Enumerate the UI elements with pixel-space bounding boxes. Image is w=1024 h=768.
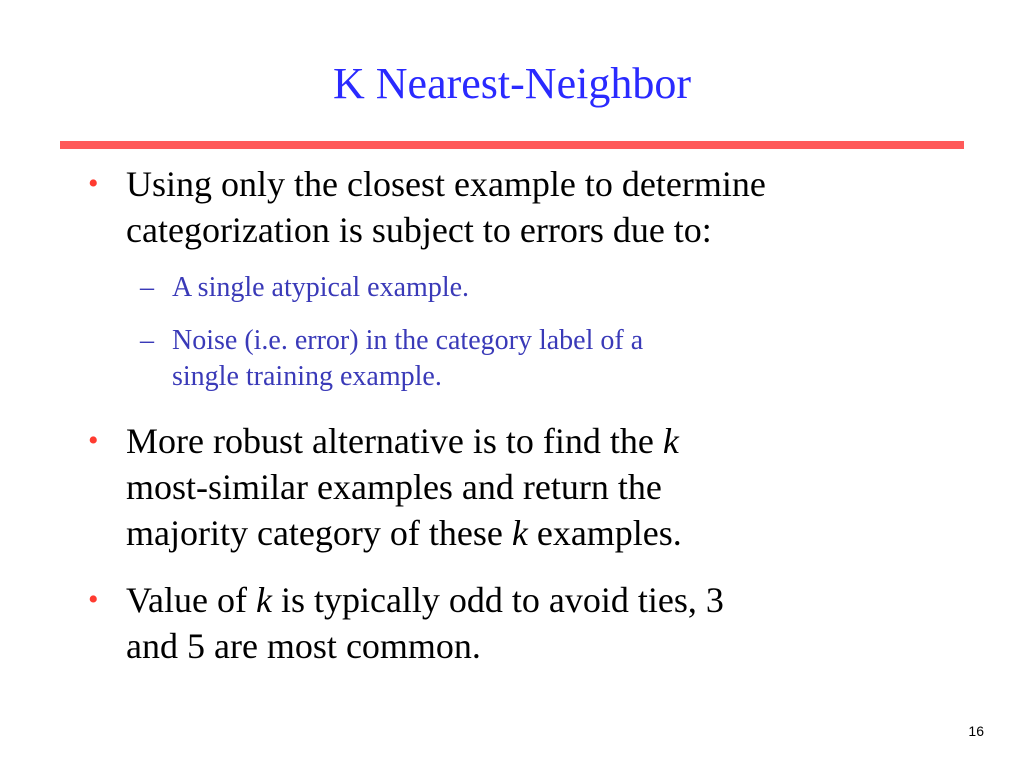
subbullet-line: single training example. — [172, 361, 442, 392]
subbullet-line: Noise (i.e. error) in the category label of a — [172, 325, 644, 356]
bullet-mark: • — [88, 583, 99, 616]
bullet-line: categorization is subject to errors due to: — [126, 210, 712, 250]
subbullet-line: A single atypical example. — [172, 272, 470, 303]
bullet-line: most-similar examples and return the — [126, 467, 662, 507]
variable-k: k — [255, 580, 272, 620]
bullet-text — [126, 577, 956, 669]
subbullet-mark: – — [140, 325, 154, 356]
variable-k: k — [662, 421, 679, 461]
subbullet-text — [172, 270, 952, 306]
title-divider — [60, 141, 964, 149]
slide-title: K Nearest-Neighbor — [333, 59, 691, 108]
page-number: 16 — [968, 723, 984, 739]
bullet-text — [126, 418, 956, 556]
subbullet-mark: – — [140, 272, 154, 303]
bullet-text — [126, 161, 956, 253]
bullet-line: Using only the closest example to determine — [126, 164, 766, 204]
subbullet-text — [172, 323, 952, 395]
bullet-mark: • — [88, 424, 99, 457]
bullet-line: Value of k is typically odd to avoid ties, 3 — [126, 580, 724, 620]
bullet-mark: • — [88, 167, 99, 200]
bullet-line: More robust alternative is to find the k — [126, 421, 679, 461]
bullet-line: and 5 are most common. — [126, 626, 481, 666]
bullet-line: majority category of these k examples. — [126, 513, 682, 553]
variable-k: k — [511, 513, 528, 553]
